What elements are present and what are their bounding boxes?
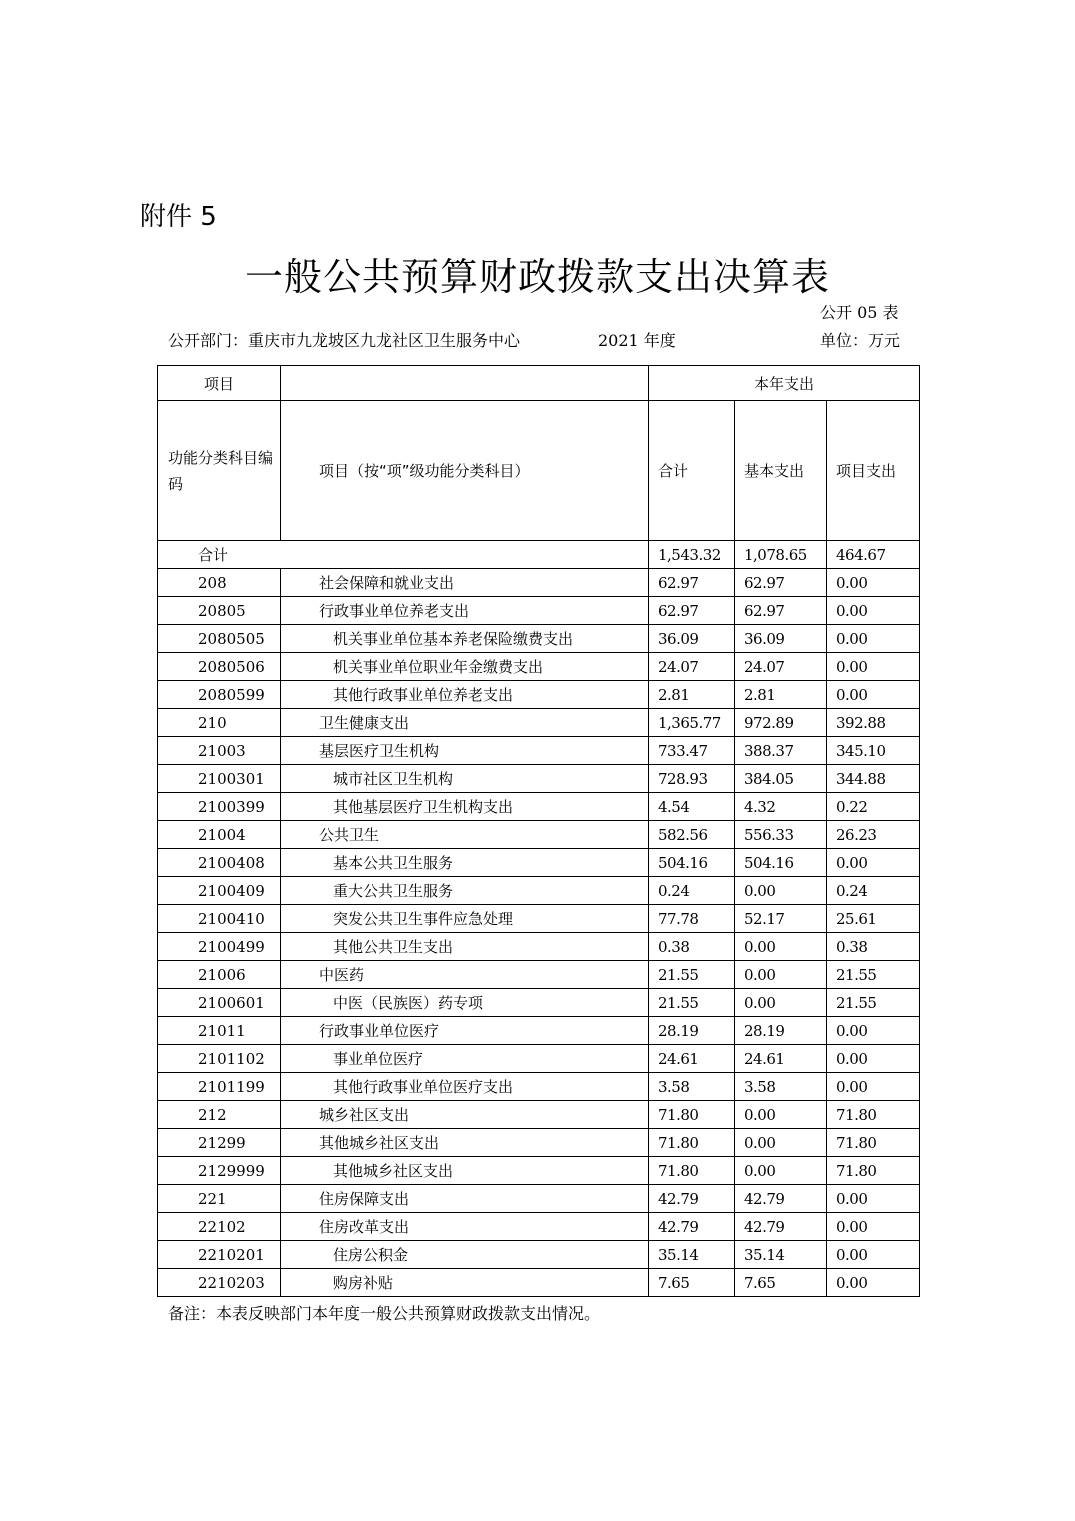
row-name: 公共卫生 bbox=[281, 821, 649, 849]
row-project: 0.38 bbox=[827, 933, 920, 961]
row-total: 504.16 bbox=[649, 849, 735, 877]
row-total: 2.81 bbox=[649, 681, 735, 709]
row-code: 2080599 bbox=[158, 681, 281, 709]
row-project: 0.00 bbox=[827, 1213, 920, 1241]
row-basic: 52.17 bbox=[735, 905, 827, 933]
row-code: 2210201 bbox=[158, 1241, 281, 1269]
row-code: 2100408 bbox=[158, 849, 281, 877]
header-project: 项目支出 bbox=[827, 401, 920, 541]
row-basic: 384.05 bbox=[735, 765, 827, 793]
row-name: 基本公共卫生服务 bbox=[281, 849, 649, 877]
row-basic: 0.00 bbox=[735, 1101, 827, 1129]
table-row bbox=[158, 1101, 920, 1129]
header-blank bbox=[281, 366, 649, 401]
expenditure-table bbox=[157, 365, 920, 1297]
row-name: 重大公共卫生服务 bbox=[281, 877, 649, 905]
row-code: 2101102 bbox=[158, 1045, 281, 1073]
row-project: 0.00 bbox=[827, 849, 920, 877]
row-total: 62.97 bbox=[649, 597, 735, 625]
row-name: 住房公积金 bbox=[281, 1241, 649, 1269]
row-name: 城市社区卫生机构 bbox=[281, 765, 649, 793]
row-total: 3.58 bbox=[649, 1073, 735, 1101]
row-basic: 0.00 bbox=[735, 989, 827, 1017]
row-code: 21006 bbox=[158, 961, 281, 989]
row-total: 4.54 bbox=[649, 793, 735, 821]
header-item: 项目 bbox=[158, 366, 281, 401]
row-project: 25.61 bbox=[827, 905, 920, 933]
row-project: 0.00 bbox=[827, 653, 920, 681]
row-name: 住房改革支出 bbox=[281, 1213, 649, 1241]
row-code: 21003 bbox=[158, 737, 281, 765]
row-project: 0.00 bbox=[827, 1185, 920, 1213]
total-label: 合计 bbox=[158, 541, 649, 569]
row-total: 42.79 bbox=[649, 1185, 735, 1213]
row-name: 其他城乡社区支出 bbox=[281, 1129, 649, 1157]
row-basic: 62.97 bbox=[735, 569, 827, 597]
row-project: 0.00 bbox=[827, 1241, 920, 1269]
row-project: 26.23 bbox=[827, 821, 920, 849]
header-basic: 基本支出 bbox=[735, 401, 827, 541]
row-code: 20805 bbox=[158, 597, 281, 625]
table-row bbox=[158, 1213, 920, 1241]
row-basic: 504.16 bbox=[735, 849, 827, 877]
row-basic: 36.09 bbox=[735, 625, 827, 653]
row-basic: 62.97 bbox=[735, 597, 827, 625]
row-project: 21.55 bbox=[827, 989, 920, 1017]
table-note: 备注：本表反映部门本年度一般公共预算财政拨款支出情况。 bbox=[168, 1304, 601, 1323]
row-total: 733.47 bbox=[649, 737, 735, 765]
table-row bbox=[158, 961, 920, 989]
row-name: 机关事业单位职业年金缴费支出 bbox=[281, 653, 649, 681]
row-basic: 4.32 bbox=[735, 793, 827, 821]
row-total: 728.93 bbox=[649, 765, 735, 793]
row-basic: 35.14 bbox=[735, 1241, 827, 1269]
row-total: 1,365.77 bbox=[649, 709, 735, 737]
table-row bbox=[158, 877, 920, 905]
row-code: 21004 bbox=[158, 821, 281, 849]
row-name: 其他行政事业单位医疗支出 bbox=[281, 1073, 649, 1101]
row-code: 2129999 bbox=[158, 1157, 281, 1185]
row-basic: 0.00 bbox=[735, 1129, 827, 1157]
row-project: 0.00 bbox=[827, 1269, 920, 1297]
row-name: 卫生健康支出 bbox=[281, 709, 649, 737]
row-project: 0.00 bbox=[827, 1017, 920, 1045]
row-project: 21.55 bbox=[827, 961, 920, 989]
attachment-label: 附件 5 bbox=[140, 202, 217, 232]
row-basic: 2.81 bbox=[735, 681, 827, 709]
row-project: 392.88 bbox=[827, 709, 920, 737]
table-row bbox=[158, 1017, 920, 1045]
row-name: 其他城乡社区支出 bbox=[281, 1157, 649, 1185]
row-basic: 0.00 bbox=[735, 933, 827, 961]
row-total: 35.14 bbox=[649, 1241, 735, 1269]
row-project: 0.00 bbox=[827, 681, 920, 709]
row-total: 42.79 bbox=[649, 1213, 735, 1241]
table-row bbox=[158, 765, 920, 793]
table-row bbox=[158, 905, 920, 933]
table-row bbox=[158, 989, 920, 1017]
row-code: 2080506 bbox=[158, 653, 281, 681]
row-total: 71.80 bbox=[649, 1101, 735, 1129]
row-basic: 24.61 bbox=[735, 1045, 827, 1073]
table-row bbox=[158, 653, 920, 681]
row-basic: 0.00 bbox=[735, 1157, 827, 1185]
row-project: 0.00 bbox=[827, 1045, 920, 1073]
row-name: 购房补贴 bbox=[281, 1269, 649, 1297]
table-row bbox=[158, 569, 920, 597]
table-row bbox=[158, 1185, 920, 1213]
row-total: 0.24 bbox=[649, 877, 735, 905]
row-code: 2100410 bbox=[158, 905, 281, 933]
table-row bbox=[158, 625, 920, 653]
row-project: 0.24 bbox=[827, 877, 920, 905]
row-total: 582.56 bbox=[649, 821, 735, 849]
row-code: 22102 bbox=[158, 1213, 281, 1241]
row-name: 行政事业单位医疗 bbox=[281, 1017, 649, 1045]
row-basic: 24.07 bbox=[735, 653, 827, 681]
department-label: 公开部门：重庆市九龙坡区九龙社区卫生服务中心 bbox=[168, 331, 521, 350]
header-total: 合计 bbox=[649, 401, 735, 541]
row-name: 社会保障和就业支出 bbox=[281, 569, 649, 597]
row-name: 住房保障支出 bbox=[281, 1185, 649, 1213]
row-name: 其他公共卫生支出 bbox=[281, 933, 649, 961]
row-code: 2080505 bbox=[158, 625, 281, 653]
row-total: 21.55 bbox=[649, 961, 735, 989]
table-row bbox=[158, 821, 920, 849]
row-basic: 972.89 bbox=[735, 709, 827, 737]
header-name: 项目（按“项”级功能分类科目） bbox=[281, 401, 649, 541]
table-row bbox=[158, 1157, 920, 1185]
row-name: 基层医疗卫生机构 bbox=[281, 737, 649, 765]
year-label: 2021 年度 bbox=[598, 331, 676, 350]
row-basic: 0.00 bbox=[735, 961, 827, 989]
row-total: 71.80 bbox=[649, 1157, 735, 1185]
row-code: 2101199 bbox=[158, 1073, 281, 1101]
unit-label: 单位：万元 bbox=[820, 331, 901, 350]
row-basic: 42.79 bbox=[735, 1185, 827, 1213]
row-basic: 388.37 bbox=[735, 737, 827, 765]
total-basic: 1,078.65 bbox=[735, 541, 827, 569]
table-row bbox=[158, 681, 920, 709]
row-project: 0.22 bbox=[827, 793, 920, 821]
row-basic: 42.79 bbox=[735, 1213, 827, 1241]
row-code: 210 bbox=[158, 709, 281, 737]
row-project: 71.80 bbox=[827, 1129, 920, 1157]
total-row bbox=[158, 541, 920, 569]
row-name: 事业单位医疗 bbox=[281, 1045, 649, 1073]
table-row bbox=[158, 1129, 920, 1157]
form-number: 公开 05 表 bbox=[820, 303, 899, 322]
row-total: 7.65 bbox=[649, 1269, 735, 1297]
row-code: 2100601 bbox=[158, 989, 281, 1017]
row-project: 0.00 bbox=[827, 597, 920, 625]
row-basic: 0.00 bbox=[735, 877, 827, 905]
row-total: 24.61 bbox=[649, 1045, 735, 1073]
row-total: 0.38 bbox=[649, 933, 735, 961]
row-code: 2100301 bbox=[158, 765, 281, 793]
row-basic: 3.58 bbox=[735, 1073, 827, 1101]
row-code: 2210203 bbox=[158, 1269, 281, 1297]
row-total: 21.55 bbox=[649, 989, 735, 1017]
table-row bbox=[158, 793, 920, 821]
row-name: 中医（民族医）药专项 bbox=[281, 989, 649, 1017]
row-code: 2100499 bbox=[158, 933, 281, 961]
row-total: 77.78 bbox=[649, 905, 735, 933]
row-name: 其他基层医疗卫生机构支出 bbox=[281, 793, 649, 821]
row-name: 其他行政事业单位养老支出 bbox=[281, 681, 649, 709]
row-project: 0.00 bbox=[827, 1073, 920, 1101]
table-row bbox=[158, 849, 920, 877]
row-name: 城乡社区支出 bbox=[281, 1101, 649, 1129]
row-code: 212 bbox=[158, 1101, 281, 1129]
header-code: 功能分类科目编码 bbox=[158, 401, 281, 541]
page-title: 一般公共预算财政拨款支出决算表 bbox=[244, 255, 830, 299]
table-row bbox=[158, 709, 920, 737]
table-row bbox=[158, 1073, 920, 1101]
row-total: 28.19 bbox=[649, 1017, 735, 1045]
table-row bbox=[158, 1269, 920, 1297]
row-name: 行政事业单位养老支出 bbox=[281, 597, 649, 625]
row-basic: 556.33 bbox=[735, 821, 827, 849]
row-name: 中医药 bbox=[281, 961, 649, 989]
table-row bbox=[158, 933, 920, 961]
table-row bbox=[158, 1241, 920, 1269]
row-basic: 7.65 bbox=[735, 1269, 827, 1297]
row-code: 221 bbox=[158, 1185, 281, 1213]
total-project: 464.67 bbox=[827, 541, 920, 569]
row-project: 0.00 bbox=[827, 569, 920, 597]
total-sum: 1,543.32 bbox=[649, 541, 735, 569]
row-project: 0.00 bbox=[827, 625, 920, 653]
row-code: 2100399 bbox=[158, 793, 281, 821]
row-total: 62.97 bbox=[649, 569, 735, 597]
row-code: 21011 bbox=[158, 1017, 281, 1045]
row-code: 208 bbox=[158, 569, 281, 597]
row-project: 345.10 bbox=[827, 737, 920, 765]
table-row bbox=[158, 597, 920, 625]
header-current-year: 本年支出 bbox=[649, 366, 920, 401]
row-basic: 28.19 bbox=[735, 1017, 827, 1045]
row-project: 344.88 bbox=[827, 765, 920, 793]
table-row bbox=[158, 737, 920, 765]
row-name: 突发公共卫生事件应急处理 bbox=[281, 905, 649, 933]
row-total: 24.07 bbox=[649, 653, 735, 681]
table-row bbox=[158, 1045, 920, 1073]
row-code: 21299 bbox=[158, 1129, 281, 1157]
row-total: 36.09 bbox=[649, 625, 735, 653]
row-project: 71.80 bbox=[827, 1101, 920, 1129]
row-project: 71.80 bbox=[827, 1157, 920, 1185]
row-code: 2100409 bbox=[158, 877, 281, 905]
row-total: 71.80 bbox=[649, 1129, 735, 1157]
row-name: 机关事业单位基本养老保险缴费支出 bbox=[281, 625, 649, 653]
